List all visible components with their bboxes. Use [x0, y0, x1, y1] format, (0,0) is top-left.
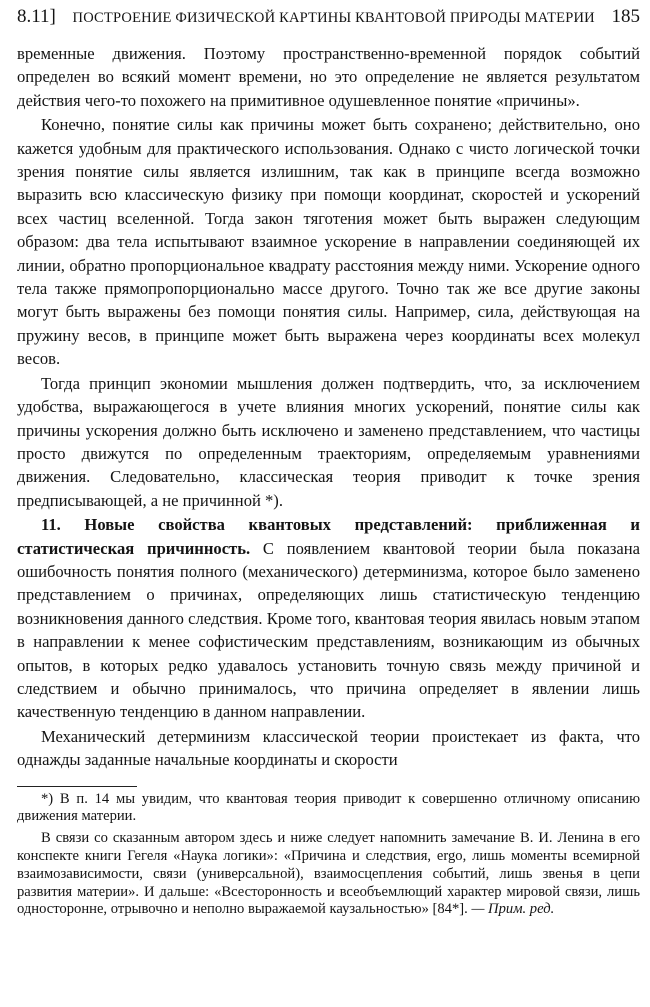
main-text [17, 42, 640, 772]
editor-note: — Прим. ред. [471, 901, 555, 918]
paragraph-5: Механический детерминизм классической теории проистекает из факта, что однажды заданные начальные координаты и скорости [17, 726, 640, 770]
footnote-2-text: В связи со сказанным автором здесь и ниже следует напомнить замечание В. И. Ленина в его конспекте книги Гегеля «Наука логики»: «Причина и следствия, ergo, лишь моменты всемирной взаимозависимости, связи (универсальной), взаимосцепления событий, лишь звенья в цепи развития материи». И дальше: «Всесторонность и всеобъемлющий характер мировой связи, лишь односторонне, отрывочно и неполно выражаемой каузальностью» [84*]. [17, 830, 640, 918]
running-title: ПОСТРОЕНИЕ ФИЗИЧЕСКОЙ КАРТИНЫ КВАНТОВОЙ ПРИРОДЫ МАТЕРИИ [72, 10, 595, 26]
paragraph-2: Конечно, понятие силы как причины может быть сохранено; действительно, оно кажется удобным для практического использования. Однако с чисто логической точки зрения понятие силы является излишним, так как в принципе всегда возможно выразить всю классическую физику при помощи координат, скоростей и ускорений всех частиц вселенной. Тогда закон тяготения может быть выражен следующим образом: два тела испытывают взаимное ускорение в направлении соединяющей их линии, обратно пропорциональное квадрату расстояния между ними. Ускорение одного тела также прямопропорционально массе другого. Точно так же все другие законы могут быть выражены без помощи понятия силы. Например, сила, действующая на пружину весов, в принципе может быть выражена через координаты всех молекул весов. [17, 115, 640, 369]
running-header [17, 6, 640, 42]
paragraph-4 [17, 513, 640, 724]
footnote-divider [17, 786, 137, 787]
section-heading: 11. Новые свойства квантовых представлений: приближенная и статистическая причинность. [17, 515, 640, 558]
paragraph-1: временные движения. Поэтому пространственно-временной порядок событий определен во всякий момент времени, но это определение не является результатом действия чего-то похожего на примитивное одушевленное понятие «причины». [17, 44, 640, 110]
footnote-1: *) В п. 14 мы увидим, что квантовая теория приводит к совершенно отличному описанию движения материи. [17, 790, 640, 825]
page-number: 185 [611, 6, 640, 27]
section-number: 8.11] [17, 6, 56, 27]
paragraph-3: Тогда принцип экономии мышления должен подтвердить, что, за исключением удобства, выражающегося в учете влияния многих ускорений, понятие силы как причины ускорения должно быть исключено и заменено представлением, что частицы просто движутся по определенным траекториям, определяемым уравнениями движения. Следовательно, классическая теория приводит к точке зрения предписывающей, а не причинной *). [17, 373, 640, 510]
paragraph-4-text: С появлением квантовой теории была показана ошибочность понятия полного (механического) детерминизма, которое было заменено представлением о причинах, определяющих лишь статистическую тенденцию возникновения данного следствия. Кроме того, квантовая теория явилась новым этапом в направлении к менее софистическим представлениям, возникающим из обычных опытов, в которых редко удавалось установить точную связь между причиной и следствием и обычно принималось, что причина определяет в явлении лишь качественную тенденцию в данном направлении. [17, 538, 641, 722]
footnote-2 [17, 830, 640, 919]
footnotes [17, 791, 640, 920]
